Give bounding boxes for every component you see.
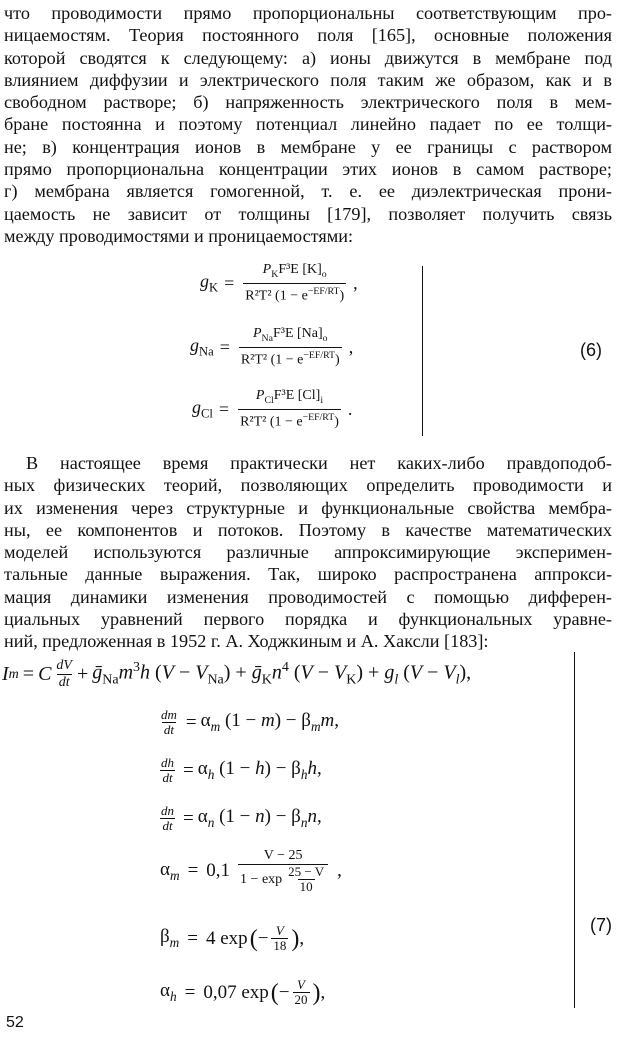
page-number: 52 bbox=[6, 1014, 24, 1031]
text-line: ных физических теорий, позволяющих определить проводимости и bbox=[4, 475, 612, 496]
equation-brace bbox=[574, 652, 575, 1008]
equation-alpha-h: $\alpha_h$ = 0,07 exp ( − $\frac{V}{20}$ ) , bbox=[160, 977, 326, 1007]
equation-number-7: (7) bbox=[590, 915, 612, 935]
equation-dm-dt: $\frac{dm}{dt}$ = $\alpha_m$ $(1 - m) - \beta_mm$, bbox=[161, 707, 340, 737]
equation-gcl: $g_{Cl}$ = $\frac{P_{Cl}F^3E [Cl]_i}{R^2T^2 (1 - e^{-EF/RT})}$ . bbox=[192, 388, 353, 430]
text-line: бране постоянна и поэтому потенциал линейно падает по ее толщи- bbox=[4, 114, 612, 135]
text-line: что проводимости прямо пропорциональны соответствующим про- bbox=[4, 3, 612, 23]
text-line: ний, предложенная в 1952 г. А. Ходжкиным и А. Хаксли [183]: bbox=[4, 631, 489, 652]
paragraph-1 bbox=[4, 2, 612, 247]
equation-brace bbox=[422, 266, 423, 436]
text-line: свободном растворе; б) напряженность электрического поля в мем- bbox=[4, 92, 612, 113]
equation-gna: $g_{Na}$ = $\frac{P_{Na}F^3E [Na]_o}{R^2T^2 (1 - e^{-EF/RT})}$ , bbox=[190, 326, 354, 368]
text-line: В настоящее время практически нет каких-либо правдоподоб- bbox=[26, 453, 612, 473]
text-line: между проводимостями и проницаемостями: bbox=[4, 225, 354, 246]
text-line: ницаемостям. Теория постоянного поля [165], основные положения bbox=[4, 25, 612, 46]
equation-dn-dt: $\frac{dn}{dt}$ = $\alpha_n$ $(1 - n) - \beta_nn$, bbox=[161, 803, 322, 833]
equation-gk: $g_K$ = $\frac{P_KF^3E [K]_o}{R^2T^2 (1 - e^{-EF/RT})}$ , bbox=[200, 262, 358, 304]
text-line: тальные данные выражения. Так, широко распространена аппрокси- bbox=[4, 564, 612, 585]
text-line: цаемость не зависит от толщины [179], позволяет получить связь bbox=[4, 203, 612, 224]
text-line: моделей используются различные аппроксимирующие эксперимен- bbox=[4, 542, 612, 563]
equation-beta-m: $\beta_m$ = 4 exp ( − $\frac{V}{18}$ ) , bbox=[160, 923, 305, 953]
text-line: г) мембрана является гомогенной, т. е. ее диэлектрическая прони- bbox=[4, 181, 612, 202]
text-line: ны, ее компонентов и потоков. Поэтому в качестве математических bbox=[4, 519, 612, 540]
equation-dh-dt: $\frac{dh}{dt}$ = $\alpha_h$ $(1 - h) - \beta_hh$, bbox=[161, 755, 322, 785]
paragraph-2 bbox=[4, 452, 612, 653]
text-line: их изменения через структурные и функциональные свойства мембра- bbox=[4, 497, 612, 518]
equation-membrane-current: I m = C $\frac{dV}{dt}$ + $ḡ_{Na}m^3h$ $(V - V_{Na})$ + $ḡ_Kn^4$ $(V - V_K) + g_l$ $(V - V_l)$, bbox=[2, 658, 472, 690]
text-line: прямо пропорциональна концентрации этих ионов в самом растворе; bbox=[4, 159, 612, 180]
text-line: циальных уравнений первого порядка и функциональных уравне- bbox=[4, 609, 612, 630]
equation-number-6: (6) bbox=[580, 340, 602, 360]
text-line: не; в) концентрация ионов в мембране у ее границы с раствором bbox=[4, 136, 612, 157]
text-line: влиянием диффузии и электрического поля таким же образом, как и в bbox=[4, 69, 612, 90]
text-line: мация динамики изменения проводимостей с помощью дифферен- bbox=[4, 586, 612, 607]
text-line: которой сводятся к следующему: а) ионы движутся в мембране под bbox=[4, 47, 612, 68]
equation-alpha-m: $\alpha_m$ = 0,1 V − 25 1 − exp $\frac{25 - V}{10}$ , bbox=[160, 848, 342, 894]
